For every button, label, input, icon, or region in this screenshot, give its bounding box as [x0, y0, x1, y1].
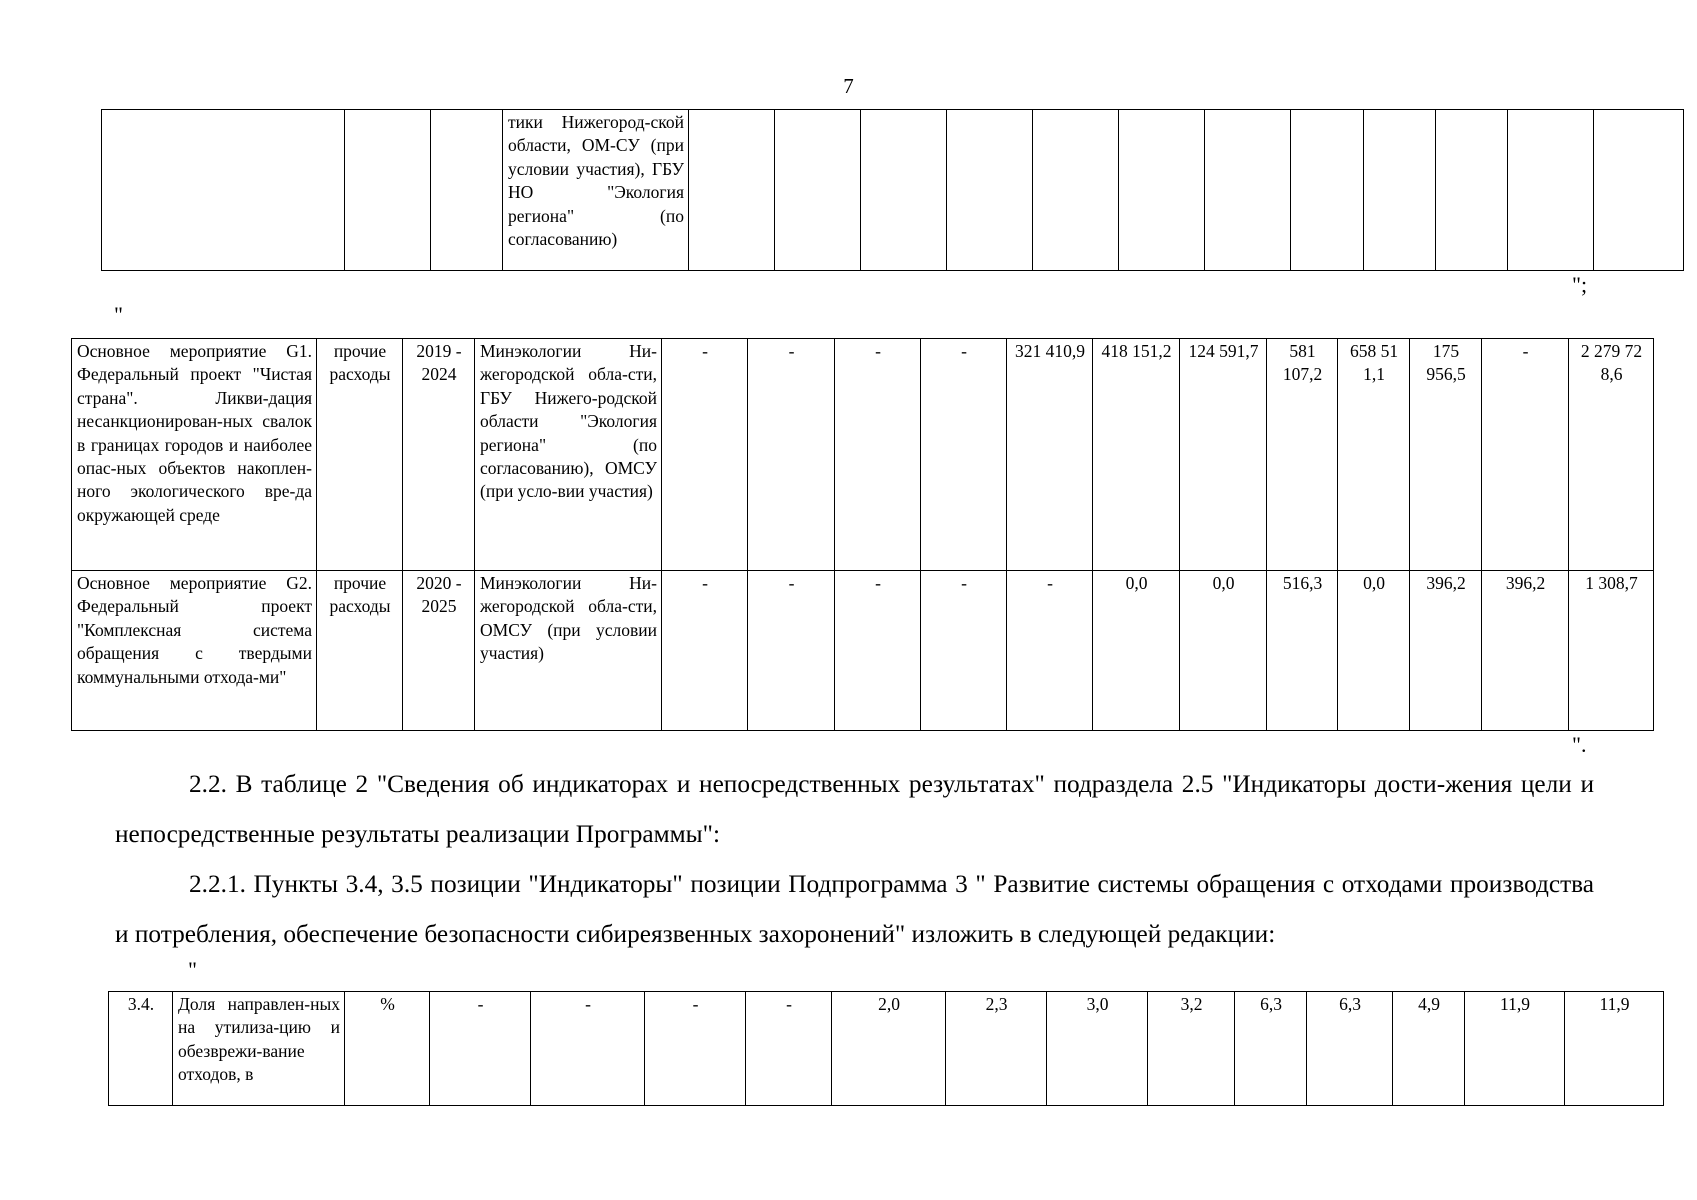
page-number: 7: [843, 74, 854, 98]
executor-cell: тики Нижегород-ской области, ОМ-СУ (при условии участия), ГБУ НО "Экология региона" (по согласованию): [503, 110, 689, 271]
value-cell: 2,3: [946, 992, 1047, 1106]
value-cell: 11,9: [1465, 992, 1565, 1106]
value-cell: -: [835, 339, 921, 571]
unit-cell: %: [345, 992, 430, 1106]
value-cell: 6,3: [1235, 992, 1307, 1106]
activity-name-cell: Основное мероприятие G2. Федеральный проект "Комплексная система обращения с твердыми коммунальными отхода-ми": [72, 571, 317, 731]
value-cell: 2 279 72 8,6: [1569, 339, 1654, 571]
period-cell: 2020 - 2025: [403, 571, 475, 731]
value-cell: 3,0: [1047, 992, 1148, 1106]
value-cell: 0,0: [1338, 571, 1410, 731]
value-cell: 658 51 1,1: [1338, 339, 1410, 571]
paragraph-text: 2.2. В таблице 2 "Сведения об индикаторах и непосредственных результатах" подраздела 2.5 "Индикаторы дости-жения цели и непосредственные результаты реализации Программы":: [115, 770, 1594, 848]
value-cell: -: [748, 571, 835, 731]
value-cell: -: [662, 571, 748, 731]
executor-cell: Минэкологии Ни-жегородской обла-сти, ГБУ Нижего-родской области "Экология региона" (по согласованию), ОМСУ (при усло-вии участия): [475, 339, 662, 571]
value-cell: -: [748, 339, 835, 571]
paragraph-text: 2.2.1. Пункты 3.4, 3.5 позиции "Индикаторы" позиции Подпрограмма 3 " Развитие системы обращения с отходами производства и потребления, обеспечение безопасности сибиреязвенных захоронений" изложить в следующей редакции:: [115, 870, 1594, 948]
opening-quote: ": [114, 302, 123, 327]
value-cell: 1 308,7: [1569, 571, 1654, 731]
table-cell: [947, 110, 1033, 271]
table-cell: [1291, 110, 1364, 271]
value-cell: 124 591,7: [1180, 339, 1267, 571]
value-cell: 0,0: [1093, 571, 1180, 731]
value-cell: -: [835, 571, 921, 731]
closing-quote: ";: [1572, 272, 1588, 297]
value-cell: 418 151,2: [1093, 339, 1180, 571]
activity-name-cell: Основное мероприятие G1. Федеральный проект "Чистая страна". Ликви-дация несанкционирован-ных свалок в границах городов и наиболее опас-ных объектов накоплен-ного экологического вре-да окружающей среде: [72, 339, 317, 571]
value-cell: 321 410,9: [1007, 339, 1093, 571]
value-cell: 581 107,2: [1267, 339, 1338, 571]
expense-type-cell: прочие расходы: [317, 339, 403, 571]
table-cell: [775, 110, 861, 271]
value-cell: 6,3: [1307, 992, 1393, 1106]
value-cell: -: [662, 339, 748, 571]
expense-type-cell: прочие расходы: [317, 571, 403, 731]
indicator-name-cell: Доля направлен-ных на утилиза-цию и обезврежи-вание отходов, в: [173, 992, 345, 1106]
table-cell: [1508, 110, 1594, 271]
table-cell: [1436, 110, 1508, 271]
table-cell: [861, 110, 947, 271]
activities-table: [71, 338, 1654, 731]
table-cell: [1033, 110, 1119, 271]
value-cell: -: [921, 339, 1007, 571]
value-cell: 396,2: [1410, 571, 1482, 731]
table-row: [72, 571, 1654, 731]
table-row: [102, 110, 1684, 271]
table-cell: [1594, 110, 1684, 271]
value-cell: 4,9: [1393, 992, 1465, 1106]
table-cell: [1119, 110, 1205, 271]
continued-table: [101, 109, 1684, 271]
value-cell: 516,3: [1267, 571, 1338, 731]
value-cell: 396,2: [1482, 571, 1569, 731]
value-cell: -: [1482, 339, 1569, 571]
value-cell: 0,0: [1180, 571, 1267, 731]
opening-quote: ": [188, 957, 197, 982]
value-cell: -: [746, 992, 832, 1106]
period-cell: 2019 - 2024: [403, 339, 475, 571]
value-cell: -: [430, 992, 531, 1106]
table-row: [109, 992, 1664, 1106]
table-cell: [102, 110, 345, 271]
item-number-cell: 3.4.: [109, 992, 173, 1106]
table-cell: [1205, 110, 1291, 271]
table-row: [72, 339, 1654, 571]
table-cell: [345, 110, 431, 271]
value-cell: -: [921, 571, 1007, 731]
value-cell: 2,0: [832, 992, 946, 1106]
table-cell: [1364, 110, 1436, 271]
paragraph-2-2: [115, 759, 1594, 859]
indicators-table: [108, 991, 1664, 1106]
value-cell: 11,9: [1565, 992, 1664, 1106]
table-cell: [431, 110, 503, 271]
value-cell: -: [531, 992, 645, 1106]
value-cell: -: [1007, 571, 1093, 731]
value-cell: 175 956,5: [1410, 339, 1482, 571]
value-cell: 3,2: [1148, 992, 1235, 1106]
executor-cell: Минэкологии Ни-жегородской обла-сти, ОМСУ (при условии участия): [475, 571, 662, 731]
table-cell: [689, 110, 775, 271]
paragraph-2-2-1: [115, 859, 1594, 959]
value-cell: -: [645, 992, 746, 1106]
closing-quote: ".: [1572, 732, 1587, 757]
